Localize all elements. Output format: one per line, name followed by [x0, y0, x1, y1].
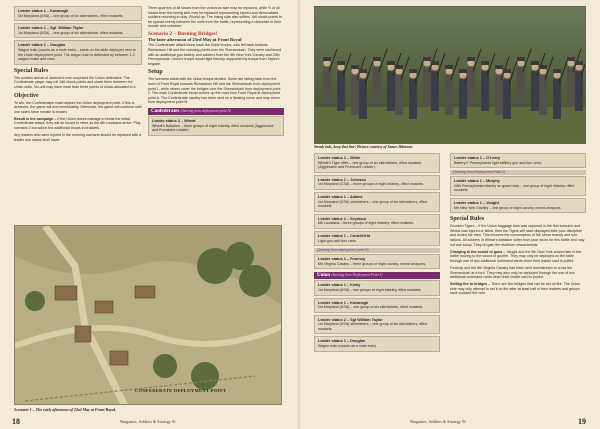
reenactment-photo	[314, 6, 586, 144]
leader-box-title: Leader status 1 – Vought	[454, 200, 499, 205]
right-page	[300, 0, 600, 429]
leader-box-text: 5th New York Cavalry – one group of eight cavalry, mixed weapons.	[454, 205, 562, 210]
soldier-cap	[575, 61, 583, 65]
special-rules-heading: Special Rules	[14, 67, 49, 74]
leader-box-title: Leader status 1 – Kenly	[318, 283, 361, 288]
special-rules-text: Drunken Tigers – If the Union baggage train was captured in the first scenario and Wheat was injured or killed, then the Tigers will have displayed their poor discipline and looted the train. This involves the consumption of the Union brandy and rum rations. All soldiers in Wheat's battalion suffer from poor shots for this battle and may not use stoop. They do gain the stubborn characteristic.	[450, 224, 585, 247]
leader-box-text: 1st Maryland (CSA) skirmishers – one group of six skirmishers, rifled muskets.	[318, 199, 428, 209]
leader-box	[450, 198, 586, 213]
soldier-figure	[423, 67, 431, 107]
page-number-left: 18	[12, 417, 20, 426]
leader-box	[14, 23, 142, 38]
battle-map-illustration	[15, 226, 282, 405]
fire-paragraph	[450, 282, 586, 296]
special-rules-text: The sudden arrival of Jackson's men surprised the Union defenders. The Confederate player may roll 1d6 shock points and share them between the Union units. No unit may have more than three points of shock allocated to it.	[14, 75, 137, 89]
result-text: If the Union forces manage to break the initial Confederate attack, they will be forced to retire as the 6th Louisiana arrive. Play scenario 2 but add in the additional troops in brackets.	[14, 116, 141, 130]
page-number-right: 19	[578, 417, 586, 426]
soldier-figure	[395, 75, 403, 115]
union-band	[314, 272, 440, 279]
leader-box-text: 1st Maryland (USA) – one group of six skirmishers, rifled muskets.	[18, 30, 124, 35]
soldier-cap	[531, 61, 539, 65]
leader-box-title: Leader status 1 – Crutchfield	[318, 233, 371, 238]
setup-text: The scenario starts with the Union troops divided. Some are falling back from the town of Front Royal towards Richardson Hill and the Shenandoah from deployment point 1, while others cover the bridges over the Shenandoah from deployment point 2. The main Confederate thrust arrives up the road from Front Royal at deployment point A. The Confederate cavalry has been sent on a flanking move and may arrive from deployment point B.	[148, 77, 281, 105]
soldier-figure	[373, 67, 381, 107]
soldier-cap	[359, 69, 367, 73]
fire-text: There are two bridges that can be set on fire. The Union side may only attempt to set it on fire after at least half of their leaders and groups have crossed the river.	[450, 282, 581, 296]
leader-box	[14, 40, 142, 64]
soldier-cap	[431, 61, 439, 65]
leader-box	[14, 6, 142, 21]
leader-box-title: Leader status 1 – Fournoy	[318, 257, 366, 262]
leader-box	[450, 153, 586, 168]
leader-box-text: Light gun and four crew.	[318, 238, 357, 243]
union-band-note: (Starting from Deployment Point 1)	[331, 273, 383, 278]
soldier-cap	[481, 61, 489, 65]
union-band-label: Union	[317, 273, 331, 279]
fournoy-text: Fournoy and the 6th Virginia Cavalry had been sent downstream to cross the Shenandoah at a ford. They may also only be deployed through the use of two additional command cards when their leader card is pulled.	[450, 265, 575, 280]
wounded-text: Any leaders who were injured in the morning scenario should be replaced with a leader one status level lower.	[14, 133, 142, 142]
soldier-cap	[395, 65, 403, 69]
objective-heading: Objective	[14, 92, 39, 99]
leader-box-title: Leader status 1 – Murphy	[454, 179, 500, 184]
leader-box-text: 1st Maryland (USA) – one group of six skirmishers, rifled muskets.	[318, 305, 424, 310]
charging-paragraph	[450, 250, 586, 264]
leader-box-title: Leader status 1 – O'Leary	[454, 156, 501, 160]
leader-box	[148, 116, 284, 136]
leader-box-title: Leader status 3 – Wheat	[152, 119, 196, 123]
leader-box-text: 1st Maryland (USA) – two groups of eight infantry, rifled muskets.	[318, 287, 422, 292]
soldier-figure	[351, 75, 359, 115]
leader-box-text: 6th Louisiana – three groups of eight infantry, rifled muskets.	[318, 221, 415, 226]
confederates-band	[148, 108, 284, 115]
leader-box-title: Leader status 2 – Seymour	[318, 216, 367, 221]
leader-box-title: Leader status 1 – Adams	[318, 194, 363, 199]
scenario-title: Scenario 2 – Burning Bridges!	[148, 31, 218, 38]
soldier-figure	[503, 79, 511, 119]
soldier-cap	[445, 65, 453, 69]
soldier-cap	[337, 61, 345, 65]
map-caption: Scenario 1 – The early afternoon of 23rd May at Front Royal.	[14, 407, 117, 412]
soldier-figure	[387, 71, 395, 111]
leader-box-text: 1st Maryland (USA) skirmishers – one group of six skirmishers, rifled muskets.	[318, 322, 428, 331]
soldier-figure	[337, 71, 345, 111]
soldier-figure	[459, 79, 467, 119]
leader-box-text: Wheat's Tiger rifles – one group of six skirmishers, rifled muskets (Aggressive and Prominent Leader).	[318, 160, 422, 170]
soldier-cap	[495, 65, 503, 69]
soldier-figure	[323, 67, 331, 107]
leader-box-title: Leader status 1 – Douglas	[318, 339, 366, 344]
soldier-cap	[539, 65, 547, 69]
charging-text: Vaught and the 5th New York arrived late to the battle moving to the sound of gunfire. They may only be deployed on the table through use of two additional command cards when their leader card is pulled.	[450, 249, 582, 263]
leader-box-title: Leader status 1 – Kavanagh	[18, 9, 69, 13]
photo-caption: Steady lads, keep that line! Picture courtesy of James Ibbotson.	[314, 145, 414, 149]
soldiers-photo	[315, 7, 586, 144]
leader-box	[314, 231, 440, 246]
right-footer	[300, 415, 600, 429]
map-deployment-label: CONFEDERATE DEPLOYMENT POINT	[135, 388, 227, 393]
soldier-cap	[517, 57, 525, 61]
soldier-cap	[459, 69, 467, 73]
soldier-figure	[409, 79, 417, 119]
soldier-figure	[575, 71, 583, 111]
scenario-subtitle: The later afternoon of 23rd May at Front Royal	[148, 37, 242, 43]
soldier-cap	[423, 57, 431, 61]
publication-name-right: Wargames, Soldiers & Strategy 91	[410, 420, 467, 424]
leader-box-text: Wheat's Battalion – three groups of eight infantry, rifled muskets (Aggressive and Prominent Leader).	[152, 123, 274, 133]
soldier-figure	[531, 71, 539, 111]
leader-box	[314, 336, 440, 351]
leader-box-text: 29th Pennsylvania infantry on guard duty – one group of eight infantry, rifled muskets.	[454, 183, 575, 193]
leader-box-text: 1st Maryland (USA) – one group of six skirmishers, rifled muskets.	[18, 13, 124, 18]
leader-box	[314, 254, 440, 269]
right-column-2	[450, 153, 586, 298]
soldier-cap	[503, 69, 511, 73]
soldier-figure	[431, 71, 439, 111]
soldier-figure	[567, 67, 575, 107]
scenario-text: The Confederate attack threw back the Union troops, who fell back towards Richardson Hill and the crossing points over the Shenandoah. They were reinforced with an additional gun battery and soldiers from the 5th New York Cavalry and 29th Pennsylvania. Union's troops would fight fiercely, supported by troops from Taylor's brigade.	[148, 43, 282, 66]
soldier-figure	[445, 75, 453, 115]
leader-box	[450, 176, 586, 196]
confederates-band-note: (Starting from deployment point A)	[180, 109, 231, 113]
deployment-tag: (Starting from Deployment Point 2)	[450, 170, 586, 175]
leader-box	[314, 214, 440, 229]
soldier-cap	[567, 57, 575, 61]
deployment-tag: (Starting from deployment point B)	[314, 248, 440, 253]
soldier-cap	[323, 57, 331, 61]
right-column-1	[314, 153, 440, 354]
soldier-figure	[517, 67, 525, 107]
leader-box	[314, 315, 440, 335]
battle-map	[14, 225, 282, 405]
leader-box-text: 6th Virginia Cavalry – three groups of eight cavalry, mixed weapons.	[318, 261, 427, 266]
soldier-figure	[495, 75, 503, 115]
soldier-cap	[467, 57, 475, 61]
leader-box	[314, 192, 440, 212]
soldier-cap	[373, 57, 381, 61]
soldier-cap	[387, 61, 395, 65]
soldier-cap	[553, 69, 561, 73]
left-column-1	[14, 6, 142, 145]
special-rules-heading: Special Rules	[450, 216, 485, 223]
leader-box	[314, 280, 440, 295]
objective-text: To win, the Confederates must capture the Union deployment point. If this is achieved, the game will end immediately. Otherwise, the game will continue until one side's force morale is broken.	[14, 100, 142, 114]
leader-box	[314, 298, 440, 313]
leader-box-text: Battery E Pennsylvania light artillery gun and four crew.	[454, 160, 542, 165]
confederates-band-label: Confederates	[151, 109, 180, 114]
soldier-figure	[553, 79, 561, 119]
soldier-cap	[409, 69, 417, 73]
fire-label: Setting fire to bridges –	[450, 282, 491, 287]
soldier-figure	[359, 79, 367, 119]
publication-name-left: Wargames, Soldiers & Strategy 91	[120, 420, 177, 424]
leader-box-title: Leader status 2 – White	[318, 156, 361, 160]
leader-box	[314, 175, 440, 190]
leader-box-text: Wagon train (counts as a mule train).	[318, 344, 377, 349]
leader-box-title: Leader status 1 – Kavanagh	[318, 300, 369, 305]
charging-label: Charging to the sound of guns –	[450, 249, 506, 254]
leader-box-text: 1st Maryland (CSA) – three groups of eight infantry, rifled muskets.	[318, 182, 424, 187]
left-column-2	[148, 6, 284, 138]
setup-heading: Setup	[148, 69, 163, 76]
leader-box-title: Leader status 1 – Douglas	[18, 43, 66, 48]
leader-box-text: Wagon train (counts as a mule train) – starts on the table deployed next to the Union deployment point. The wagon train is defended by between 1-3 wagon mules and crew.	[18, 47, 136, 62]
result-label: Result in the campaign –	[14, 116, 57, 121]
leader-box	[314, 153, 440, 173]
leader-box-title: Leader status 2 – Johnson	[318, 177, 366, 182]
soldier-figure	[481, 71, 489, 111]
result-paragraph	[14, 117, 142, 131]
left-footer	[0, 415, 300, 429]
soldier-cap	[351, 65, 359, 69]
intro-text: Three quarters of all losses from the victorious side may be replaced, while ½ of all losses from the losing side may be replaced representing injured and demoralised soldiers returning to duty. Round up. The losing side also suffers 1d6 shock points to be spread evenly between the units from the battle, representing a decrease in their morale and cohesion.	[148, 6, 283, 29]
leader-box-title: Leader status 2 – Sgt William Taylor	[318, 317, 383, 322]
leader-box-title: Leader status 1 – Sgt. William Taylor	[18, 26, 84, 31]
soldier-figure	[539, 75, 547, 115]
soldier-figure	[467, 67, 475, 107]
